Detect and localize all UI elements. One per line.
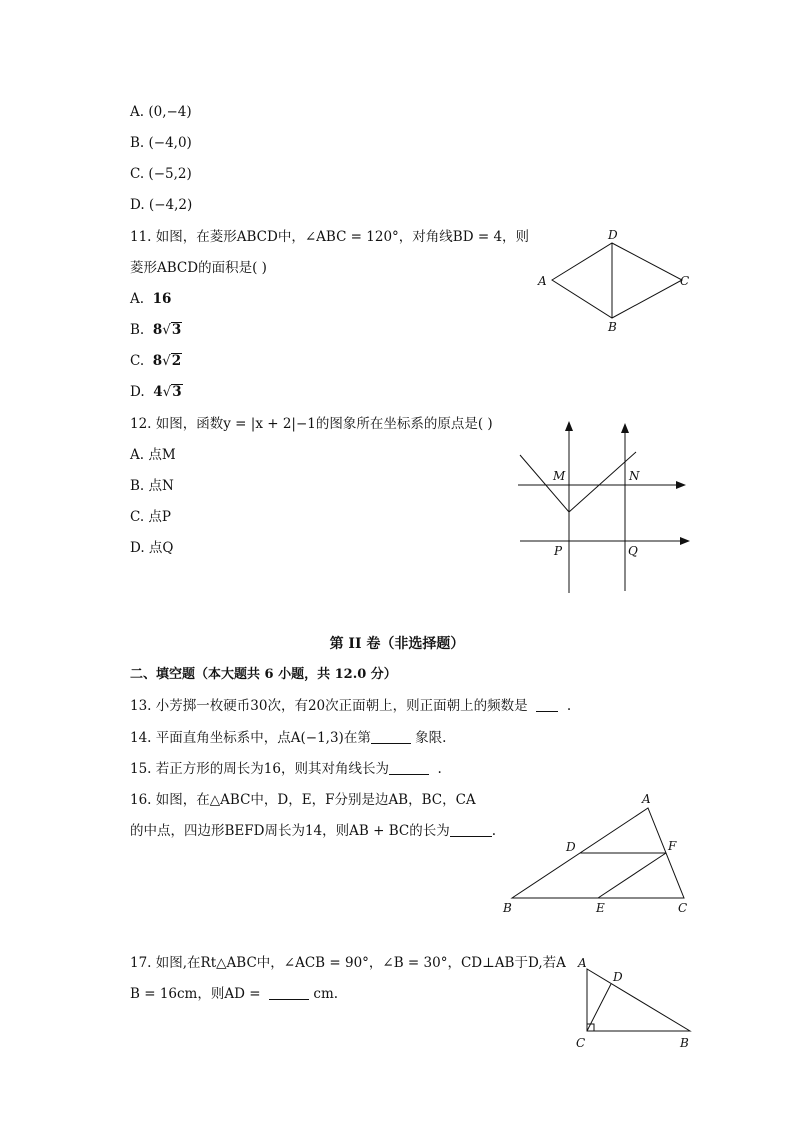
label-n: N: [629, 469, 640, 483]
label-b: B: [608, 320, 617, 334]
q11-option-d: D. 4√3: [130, 384, 182, 400]
label-c: C: [576, 1036, 586, 1050]
label-d: D: [566, 840, 576, 854]
label-d: D: [608, 228, 618, 242]
label-e: E: [596, 901, 605, 915]
function-graph: [520, 452, 636, 512]
q17-stem-line2: B = 16cm，则AD = cm.: [130, 986, 339, 1002]
answer-blank[interactable]: [371, 729, 411, 744]
q12-stem: 12. 如图，函数y = |x + 2|−1的图象所在坐标系的原点是( ): [130, 416, 493, 432]
q13-stem: 13. 小芳掷一枚硬币30次，有20次正面朝上，则正面朝上的频数是 .: [130, 698, 572, 714]
part-two-title: 第 II 卷（非选择题）: [329, 636, 465, 652]
q11-stem-line2: 菱形ABCD的面积是( ): [130, 260, 267, 276]
label-d: D: [613, 970, 623, 984]
label-p: P: [554, 544, 563, 558]
label-a: A: [538, 274, 547, 288]
q11-stem-line1: 11. 如图，在菱形ABCD中，∠ABC = 120°，对角线BD = 4，则: [130, 229, 530, 245]
answer-blank[interactable]: [536, 697, 558, 712]
answer-blank[interactable]: [269, 985, 309, 1000]
label-b: B: [503, 901, 512, 915]
arrow-icon: [621, 423, 629, 433]
label-m: M: [553, 469, 566, 483]
rhombus-outline: [552, 243, 682, 318]
q10-option-d: D. (−4,2): [130, 197, 193, 213]
radical-sign: √: [162, 322, 171, 338]
label-b: B: [680, 1036, 689, 1050]
q11-option-b: B. 8√3: [130, 322, 182, 338]
q17-stem-line1: 17. 如图,在Rt△ABC中，∠ACB = 90°，∠B = 30°，CD⊥AB于D,若A: [130, 955, 566, 971]
q12-option-a: A. 点M: [130, 447, 176, 463]
q10-option-b: B. (−4,0): [130, 135, 192, 151]
answer-blank[interactable]: [389, 760, 429, 775]
label-a: A: [642, 792, 651, 806]
answer-blank[interactable]: [450, 822, 492, 837]
radical-sign: √: [162, 384, 172, 400]
label-c: C: [680, 274, 690, 288]
q11-option-c: C. 8√2: [130, 353, 182, 369]
q16-stem-line1: 16. 如图，在△ABC中，D，E，F分别是边AB，BC，CA: [130, 792, 476, 808]
label-a: A: [578, 956, 587, 970]
radical-sign: √: [162, 353, 171, 369]
q12-graph-figure: [510, 415, 695, 600]
section-two-heading: 二、填空题（本大题共 6 小题，共 12.0 分）: [130, 667, 397, 682]
arrow-icon: [680, 537, 690, 545]
q12-option-b: B. 点N: [130, 478, 174, 494]
arrow-icon: [676, 481, 686, 489]
q15-stem: 15. 若正方形的周长为16，则其对角线长为 .: [130, 761, 442, 777]
q12-option-c: C. 点P: [130, 509, 172, 525]
label-c: C: [678, 901, 688, 915]
arrow-icon: [565, 421, 573, 431]
q12-option-d: D. 点Q: [130, 540, 174, 556]
q17-right-triangle-figure: [570, 955, 700, 1055]
q10-option-a: A. (0,−4): [130, 104, 192, 120]
q16-triangle-figure: [500, 792, 700, 922]
q14-stem: 14. 平面直角坐标系中，点A(−1,3)在第 象限.: [130, 730, 447, 746]
label-f: F: [668, 839, 677, 853]
segment-ef: [598, 853, 666, 898]
q16-stem-line2: 的中点，四边形BEFD周长为14，则AB + BC的长为 .: [130, 823, 497, 839]
q11-rhombus-figure: [530, 225, 700, 335]
label-q: Q: [628, 544, 638, 558]
q10-option-c: C. (−5,2): [130, 166, 192, 182]
q11-option-a: A. 16: [130, 291, 172, 307]
